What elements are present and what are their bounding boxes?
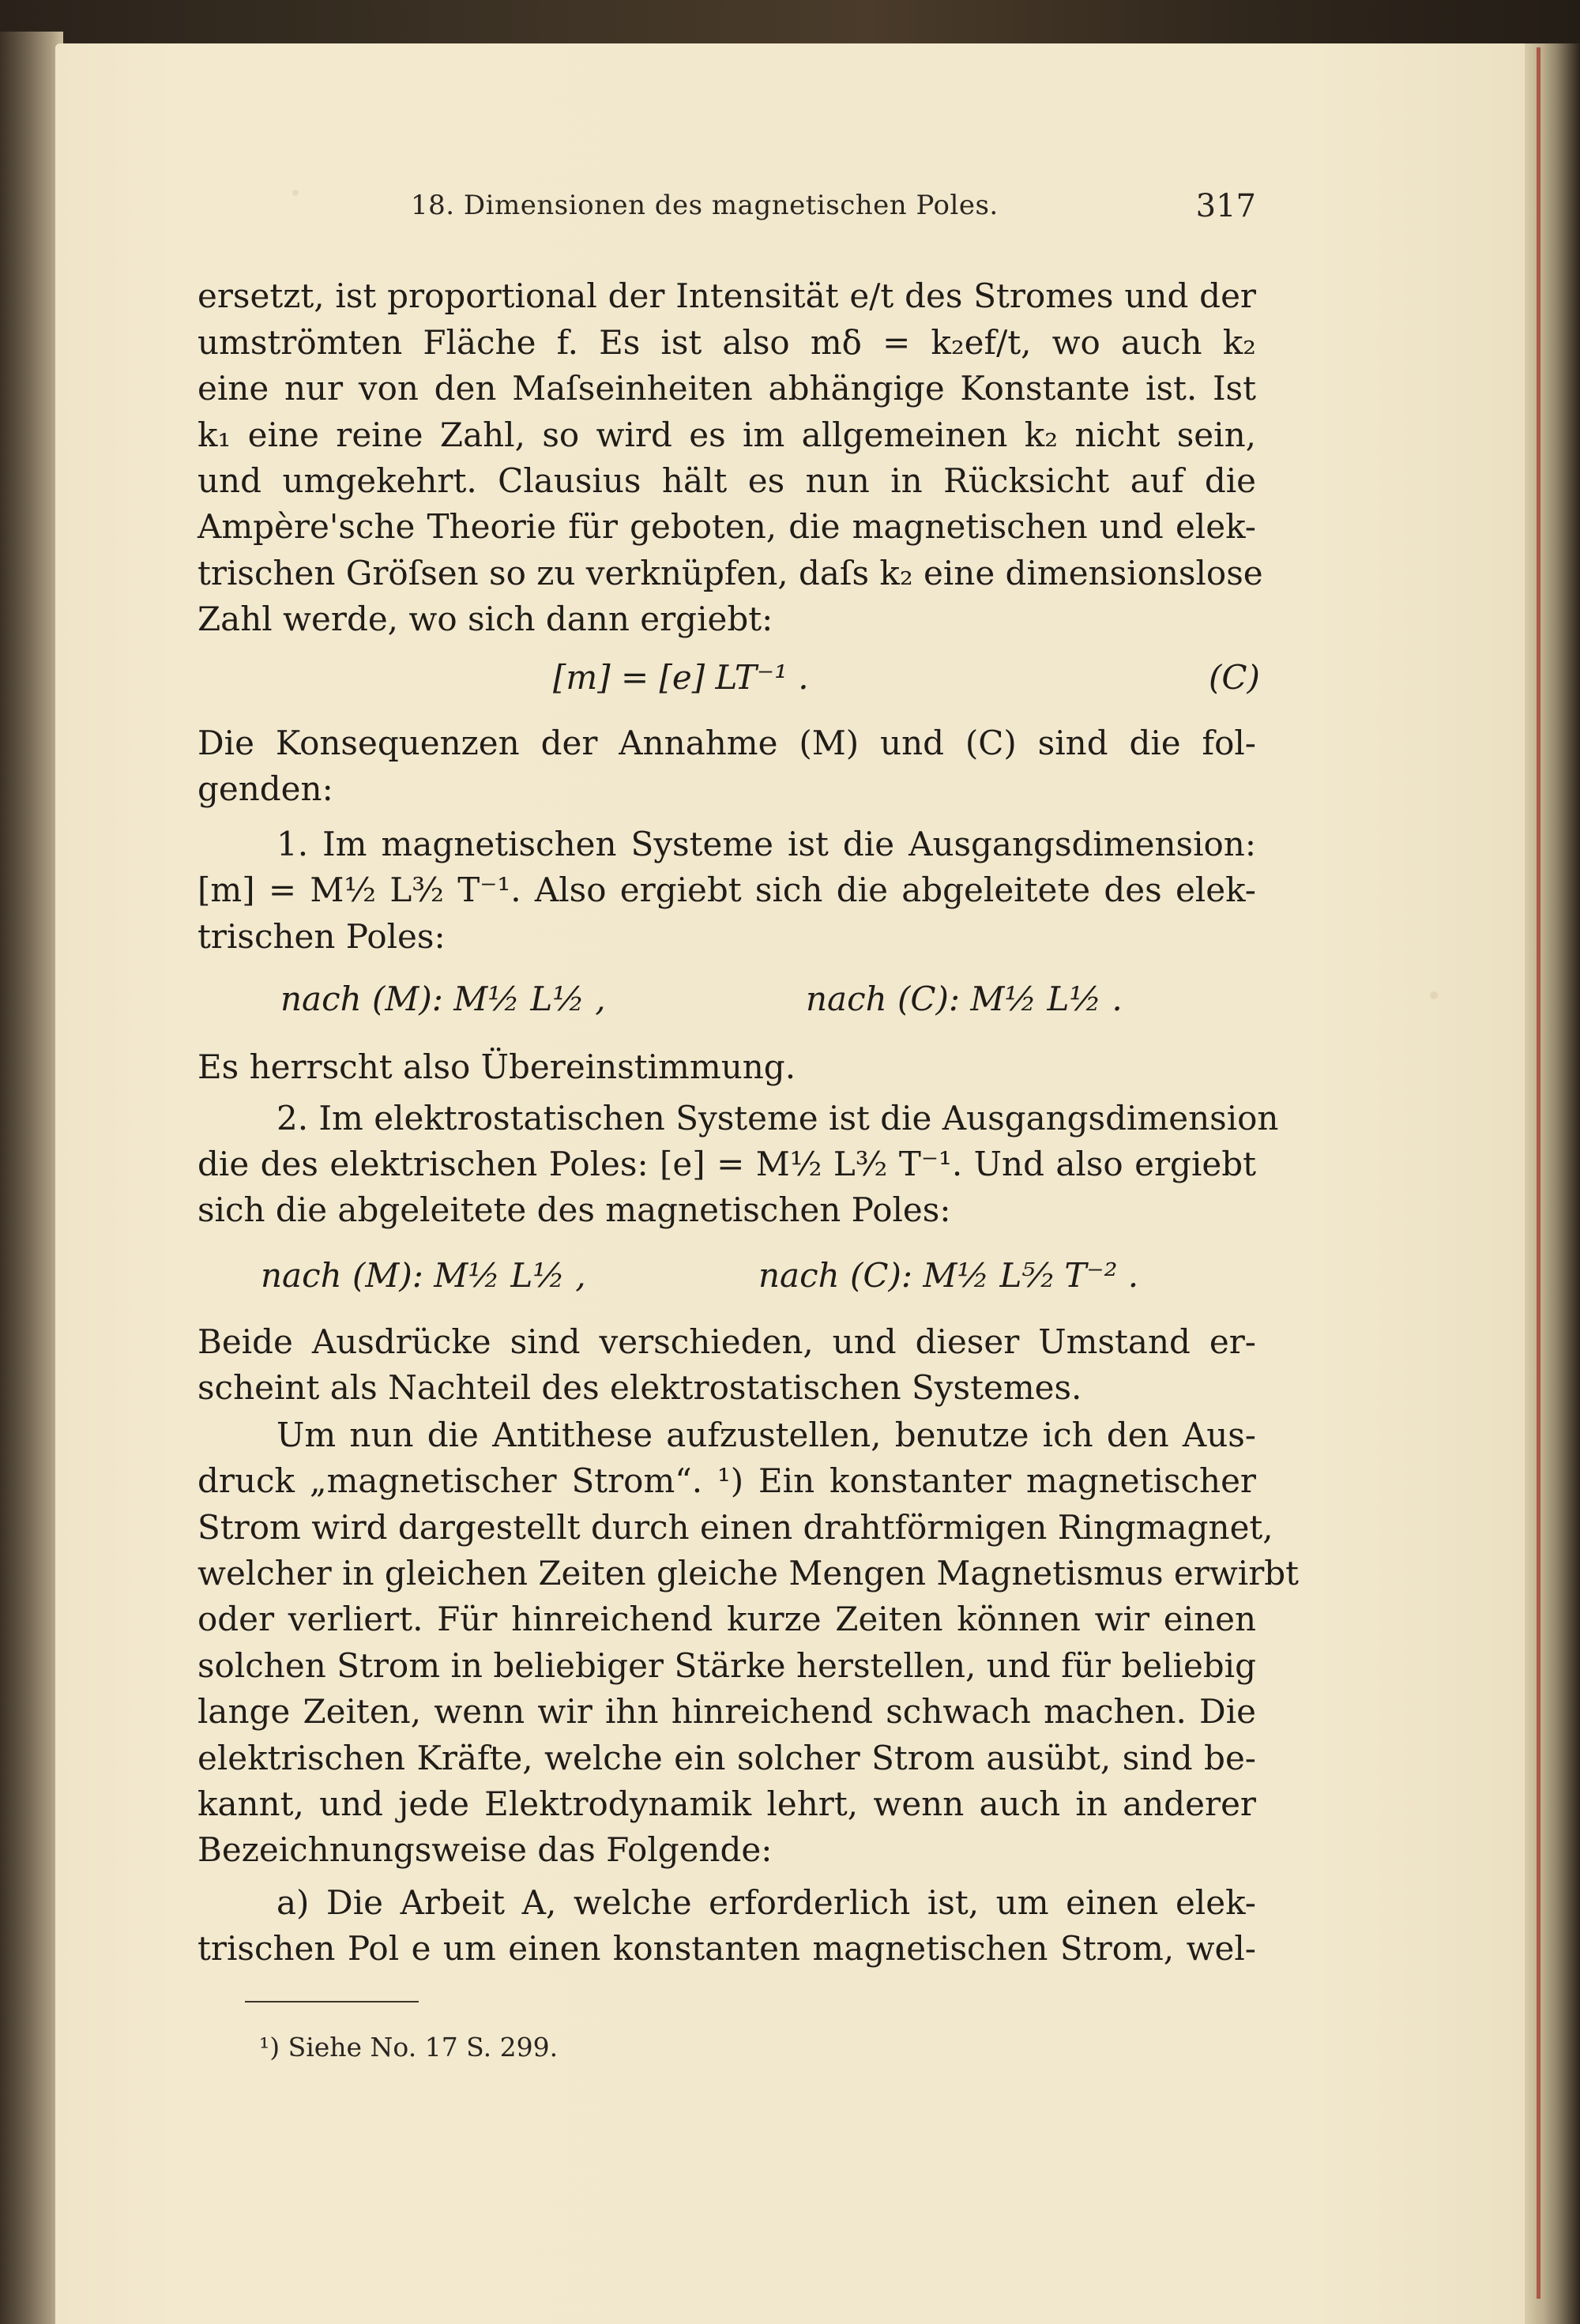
- text-line: ersetzt, ist proportional der Intensität e/t des Stromes und der: [198, 276, 1256, 315]
- red-page-edge-line: [1537, 47, 1540, 2299]
- text-line: druck „magnetischer Strom“. ¹) Ein konstanter magnetischer: [198, 1461, 1256, 1500]
- equation-label: (C): [1209, 658, 1260, 697]
- text-line: trischen Poles:: [198, 917, 446, 956]
- text-line: a) Die Arbeit A, welche erforderlich ist, um einen elek-: [276, 1883, 1256, 1922]
- paper-speck: [1430, 991, 1438, 999]
- equation-c-result-1: nach (C): M½ L½ .: [806, 980, 1123, 1018]
- book-spine-edge: [0, 32, 63, 2324]
- text-line: kannt, und jede Elektrodynamik lehrt, wenn auch in anderer: [198, 1784, 1256, 1823]
- text-line: 1. Im magnetischen Systeme ist die Ausgangsdimension:: [276, 825, 1256, 863]
- text-line: Zahl werde, wo sich dann ergiebt:: [198, 600, 773, 638]
- equation-m-result-2: nach (M): M½ L½ ,: [261, 1256, 586, 1295]
- book-top-edge: [0, 0, 1580, 49]
- text-line: elektrischen Kräfte, welche ein solcher Strom ausübt, sind be-: [198, 1739, 1256, 1777]
- text-line: Um nun die Antithese aufzustellen, benutze ich den Aus-: [276, 1416, 1256, 1454]
- running-head: 18. Dimensionen des magnetischen Poles.: [411, 190, 999, 221]
- text-line: Bezeichnungsweise das Folgende:: [198, 1830, 773, 1869]
- text-line: Die Konsequenzen der Annahme (M) und (C) sind die fol-: [198, 724, 1256, 762]
- text-line: die des elektrischen Poles: [e] = M½ L³⁄₂ T⁻¹. Und also ergiebt: [198, 1145, 1256, 1183]
- text-line: umströmten Fläche f. Es ist also mδ = k₂ef/t, wo auch k₂: [198, 323, 1256, 362]
- text-line: trischen Pol e um einen konstanten magnetischen Strom, wel-: [198, 1929, 1256, 1968]
- text-line: trischen Gröſsen so zu verknüpfen, daſs k₂ eine dimensionslose: [198, 554, 1263, 592]
- text-line: Strom wird dargestellt durch einen drahtförmigen Ringmagnet,: [198, 1508, 1273, 1547]
- text-line: oder verliert. Für hinreichend kurze Zeiten können wir einen: [198, 1600, 1256, 1638]
- text-line: genden:: [198, 769, 333, 808]
- page-stack-edge: [1525, 43, 1580, 2324]
- text-line: Es herrscht also Übereinstimmung.: [198, 1047, 796, 1086]
- equation-m-result-1: nach (M): M½ L½ ,: [280, 980, 606, 1018]
- text-line: solchen Strom in beliebiger Stärke herstellen, und für beliebig: [198, 1646, 1256, 1685]
- equation-c-result-2: nach (C): M½ L⁵⁄₂ T⁻² .: [758, 1256, 1139, 1295]
- text-line: Ampère'sche Theorie für geboten, die magnetischen und elek-: [198, 507, 1256, 546]
- text-line: eine nur von den Maſseinheiten abhängige Konstante ist. Ist: [198, 369, 1256, 408]
- text-line: sich die abgeleitete des magnetischen Poles:: [198, 1190, 951, 1229]
- text-line: scheint als Nachteil des elektrostatischen Systemes.: [198, 1368, 1082, 1407]
- equation-c: [m] = [e] LT⁻¹ .: [553, 658, 809, 697]
- page-number: 317: [1195, 188, 1256, 224]
- footnote: ¹) Siehe No. 17 S. 299.: [259, 2032, 559, 2063]
- text-line: und umgekehrt. Clausius hält es nun in Rücksicht auf die: [198, 461, 1256, 500]
- text-line: lange Zeiten, wenn wir ihn hinreichend schwach machen. Die: [198, 1692, 1256, 1731]
- text-line: k₁ eine reine Zahl, so wird es im allgemeinen k₂ nicht sein,: [198, 416, 1256, 454]
- text-line: [m] = M½ L³⁄₂ T⁻¹. Also ergiebt sich die abgeleitete des elek-: [198, 871, 1256, 909]
- text-line: 2. Im elektrostatischen Systeme ist die Ausgangsdimension: [276, 1099, 1279, 1138]
- footnote-rule: [245, 2001, 419, 2002]
- text-line: Beide Ausdrücke sind verschieden, und dieser Umstand er-: [198, 1322, 1256, 1361]
- paper-speck: [292, 190, 299, 196]
- text-line: welcher in gleichen Zeiten gleiche Mengen Magnetismus erwirbt: [198, 1554, 1300, 1593]
